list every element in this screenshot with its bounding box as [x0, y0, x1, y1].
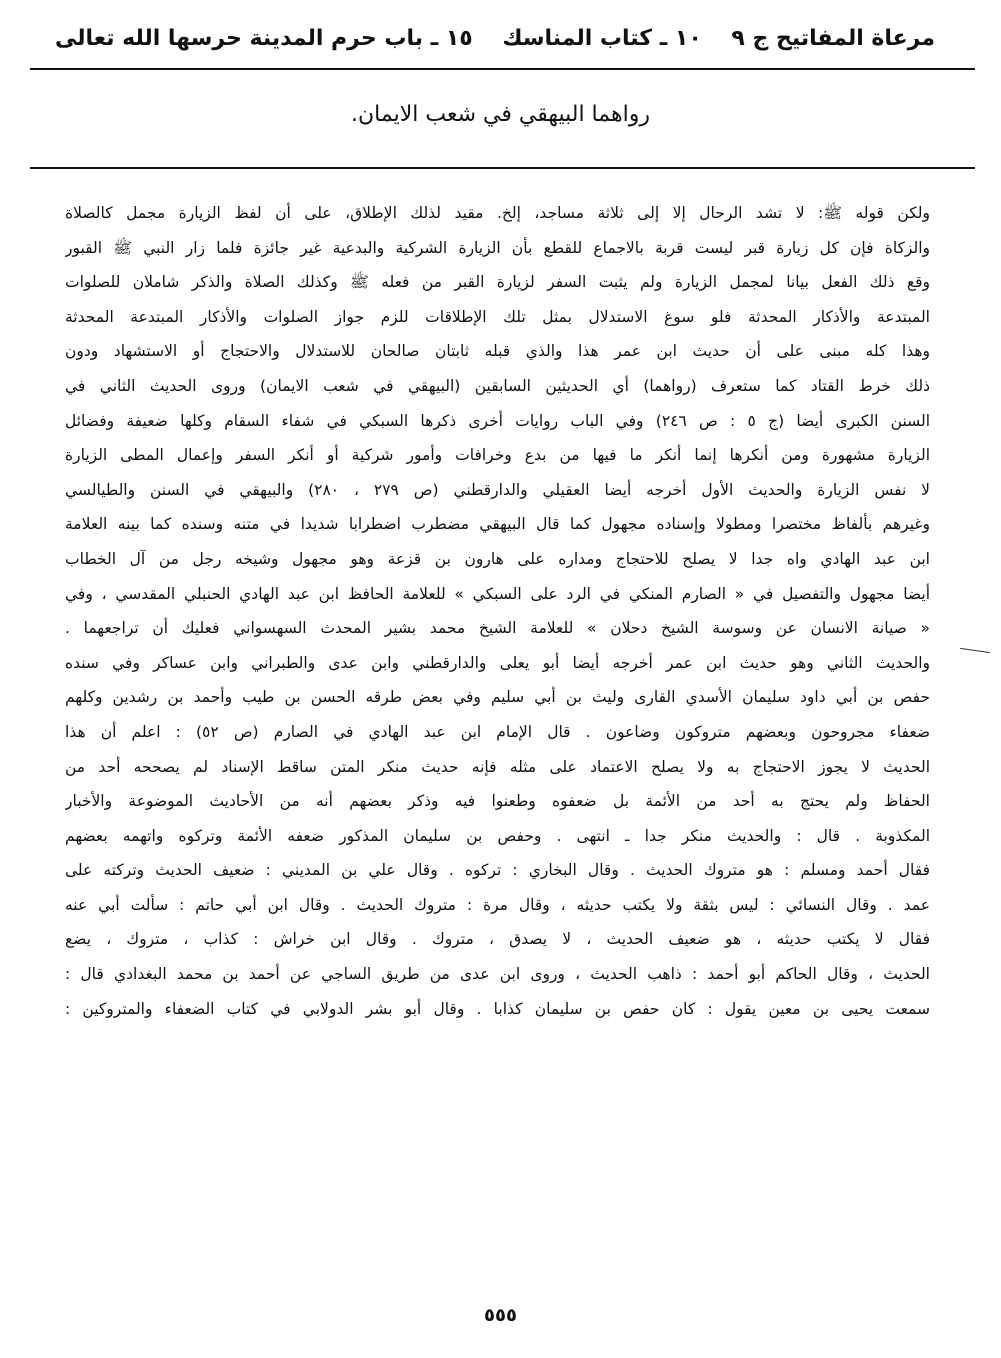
commentary-body: [65, 196, 930, 1026]
commentary-line: ذلك خرط القتاد كما ستعرف (رواهما) أي الحديثين السابقين (البيهقي في شعب الايمان) وروى الحديث الثاني في: [65, 376, 930, 395]
commentary-line: فقال لا يكتب حديثه ، هو ضعيف الحديث ، لا يصدق ، متروك . وقال ابن خراش : كذاب ، متروك ، يضع: [65, 930, 930, 949]
commentary-line: ولكن قوله ﷺ: لا تشد الرحال إلا إلى ثلاثة مساجد، إلخ. مقيد لذلك الإطلاق، على أن لفظ الزيارة مجمل كالصلاة: [65, 204, 930, 222]
commentary-line: وغيرهم بألفاظ مختصرا ومطولا وإسناده مجهول كما قال البيهقي مضطرب اضطرابا شديدا في متنه وسنده كما بينه العلامة: [65, 515, 930, 534]
commentary-line: السنن الكبرى أيضا (ج ٥ : ص ٢٤٦) وفي الباب روايات أخرى ذكرها السبكي في شفاء السقام وكلها ضعيفة وفضائل: [65, 411, 930, 430]
commentary-line: الحديث ، وقال الحاكم أبو أحمد : ذاهب الحديث ، وروى ابن عدى من طريق الساجي عن أحمد بن محمد البغدادي قال :: [65, 965, 930, 984]
section-divider: [30, 167, 975, 169]
commentary-line: المكذوبة . قال : والحديث منكر جدا ـ انتهى . وحفص بن سليمان المذكور ضعفه الأئمة وتركوه واتهمه بعضهم: [65, 826, 930, 845]
commentary-line: حفص بن أبي داود سليمان الأسدي القارى وليث بن أبي سليم وفي بعض طرقه الحسن بن طيب وأحمد بن رشدين وكلهم: [65, 688, 930, 707]
commentary-line: والحديث الثاني وهو حديث ابن عمر أخرجه أيضا أبو يعلى والدارقطني وابن عدى والطبراني وابن عساكر وفي سنده: [65, 653, 930, 672]
hadith-reference: رواهما البيهقي في شعب الايمان.: [351, 102, 650, 127]
commentary-line: سمعت يحيى بن معين يقول : كان حفص بن سليمان كذابا . وقال أبو بشر الدولابي في كتاب الضعفاء والمتروكين :: [65, 999, 930, 1018]
commentary-line: وهذا كله مبنى على أن حديث ابن عمر هذا والذي قبله ثابتان صالحان للاستدلال والاحتجاج أو الاستشهاد ودون: [65, 342, 930, 361]
page-number: ٥٥٥: [484, 1305, 517, 1326]
commentary-line: الحفاظ ولم يحتج به أحد من الأئمة بل ضعفوه وطعنوا فيه وذكر بعضهم أنه من الأحاديث الموضوعة والأخبار: [65, 792, 930, 811]
commentary-line: أيضا مجهول والتفصيل في « الصارم المنكي في الرد على السبكي » للعلامة الحافظ ابن عبد الهادي الحنبلي المقدسي ، وفي: [65, 584, 930, 603]
header-section: ١٥ ـ باب حرم المدينة حرسها الله تعالى: [55, 25, 473, 51]
commentary-line: فقال أحمد ومسلم : هو متروك الحديث . وقال البخاري : تركوه . وقال علي بن المديني : ضعيف الحديث وتركته على: [65, 861, 930, 880]
commentary-line: الحديث لا يجوز الاحتجاج به ولا يصلح الاعتماد على مثله فإنه حديث منكر المتن ساقط الإسناد لم يصححه أحد من: [65, 757, 930, 776]
commentary-line: المبتدعة والأذكار المحدثة فلو سوغ الاستدلال بمثل تلك الإطلاقات للزم جواز الصلوات والأذكار المبتدعة المحدثة: [65, 307, 930, 326]
commentary-line: لا نفس الزيارة والحديث الأول أخرجه أيضا العقيلي والدارقطني (ص ٢٧٩ ، ٢٨٠) والبيهقي في السنن والطيالسي: [65, 480, 930, 499]
header-chapter: ١٠ ـ كتاب المناسك: [502, 25, 702, 51]
header-book-title: مرعاة المفاتيح ج ٩: [731, 25, 935, 51]
running-header: [55, 18, 935, 58]
commentary-line: وقع ذلك الفعل بيانا لمجمل الزيارة ولم يثبت السفر لزيارة القبر من فعله ﷺ وكذلك الصلاة والذكر شاملان للصلوات: [65, 273, 930, 292]
commentary-line: « صيانة الانسان عن وسوسة الشيخ دحلان » للعلامة الشيخ محمد بشير المحدث السهسواني فعليك أن تراجعهما .: [65, 619, 930, 638]
header-rule: [30, 68, 975, 70]
commentary-line: والزكاة فإن كل زيارة قبر ليست قربة بالاجماع للقطع بأن الزيارة الشركية والبدعية غير جائزة فلما زار النبي ﷺ القبور: [65, 238, 930, 257]
commentary-line: ضعفاء مجروحون وبعضهم متروكون وضاعون . قال الإمام ابن عبد الهادي في الصارم (ص ٥٢) : اعلم أن هذا: [65, 722, 930, 741]
margin-mark: [960, 648, 990, 653]
commentary-line: ابن عبد الهادي واه جدا لا يصلح للاحتجاج ومداره على هارون بن قزعة وهو مجهول وشيخه رجل من آل الخطاب: [65, 549, 930, 568]
commentary-line: عمد . وقال النسائي : ليس بثقة ولا يكتب حديثه ، وقال مرة : متروك الحديث . وقال ابن أبي حاتم : سألت أبي عنه: [65, 895, 930, 914]
commentary-line: الزيارة مشهورة ومن أنكرها إنما أنكر ما فيها من بدع وخرافات وأمور شركية أو أنكر السفر وإعمال المطى الزيارة: [65, 446, 930, 465]
